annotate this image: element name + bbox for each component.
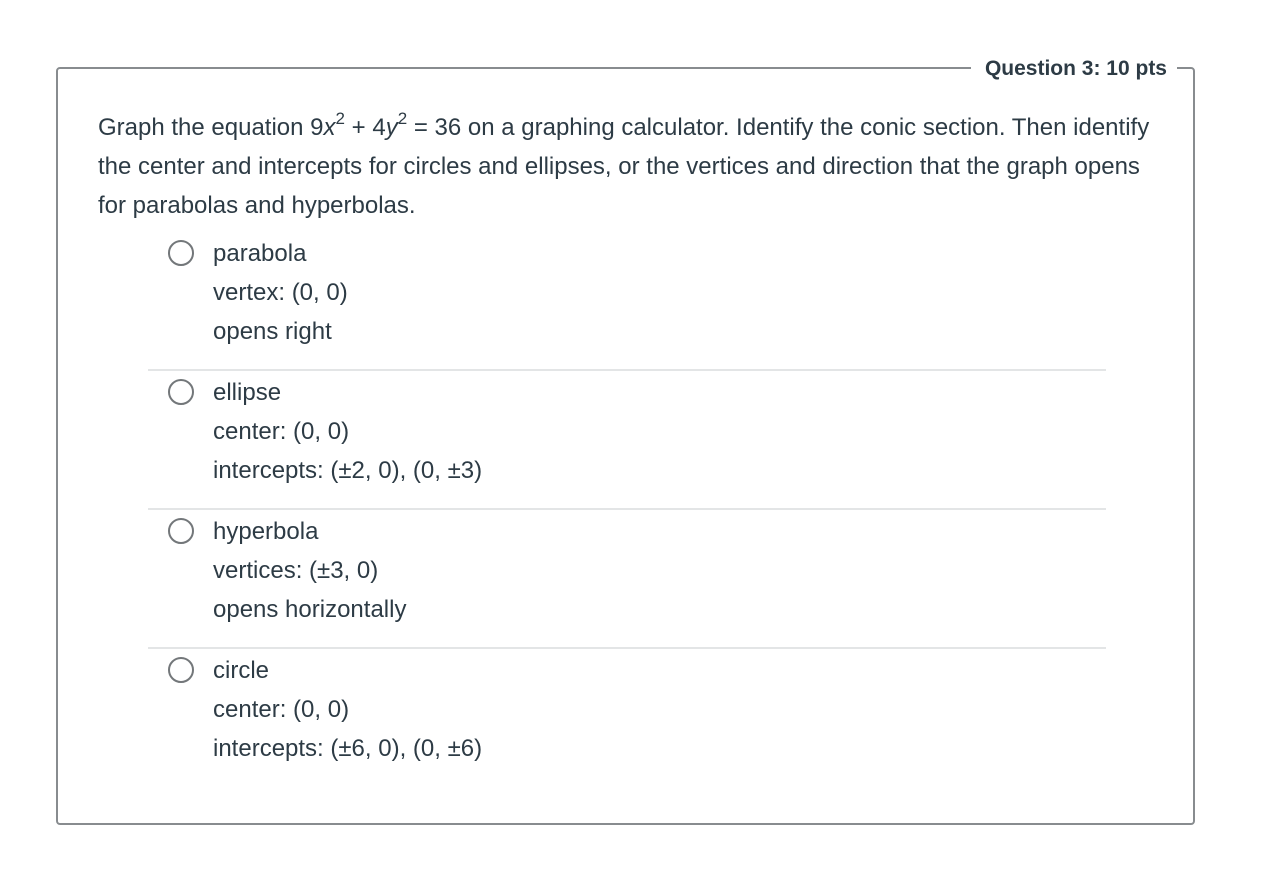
- answer-option-circle[interactable]: [148, 649, 1106, 788]
- answer-list: [148, 232, 1106, 788]
- answer-line: circle: [213, 657, 270, 684]
- exponent-x: 2: [335, 109, 345, 128]
- answer-line: vertices: (±3, 0): [213, 557, 379, 584]
- exponent-y: 2: [397, 109, 408, 128]
- question-header: Question 3: 10 pts: [971, 56, 1177, 82]
- answer-line: intercepts: (±2, 0), (0, ±3): [213, 457, 483, 484]
- variable-y: y: [385, 114, 398, 141]
- answer-line: parabola: [213, 240, 307, 267]
- answer-line: vertex: (0, 0): [213, 279, 348, 306]
- question-text-part: = 36 on a graphing calculator. Identify the conic section. Then identify the center and intercepts for circles and ellipses, or the vertices and direction that the graph opens for parabolas and hyperbolas.: [98, 114, 1150, 219]
- question-container: [56, 57, 1195, 825]
- answer-option-ellipse[interactable]: [148, 371, 1106, 510]
- answer-line: opens right: [213, 318, 332, 345]
- question-text-part: + 4: [344, 114, 386, 141]
- radio-button[interactable]: [168, 379, 194, 405]
- answer-label[interactable]: [213, 373, 482, 490]
- answer-label[interactable]: [213, 651, 482, 768]
- answer-line: intercepts: (±6, 0), (0, ±6): [213, 735, 483, 762]
- radio-button[interactable]: [168, 657, 194, 683]
- answer-label[interactable]: [213, 234, 348, 351]
- answer-line: ellipse: [213, 379, 282, 406]
- radio-button[interactable]: [168, 240, 194, 266]
- question-text-part: Graph the equation 9: [98, 114, 324, 141]
- answer-option-hyperbola[interactable]: [148, 510, 1106, 649]
- answer-line: center: (0, 0): [213, 418, 350, 445]
- answer-line: hyperbola: [213, 518, 319, 545]
- answer-line: opens horizontally: [213, 596, 407, 623]
- answer-option-parabola[interactable]: [148, 232, 1106, 371]
- answer-label[interactable]: [213, 512, 406, 629]
- answer-line: center: (0, 0): [213, 696, 350, 723]
- question-text: [98, 108, 1168, 225]
- variable-x: x: [323, 114, 336, 141]
- radio-button[interactable]: [168, 518, 194, 544]
